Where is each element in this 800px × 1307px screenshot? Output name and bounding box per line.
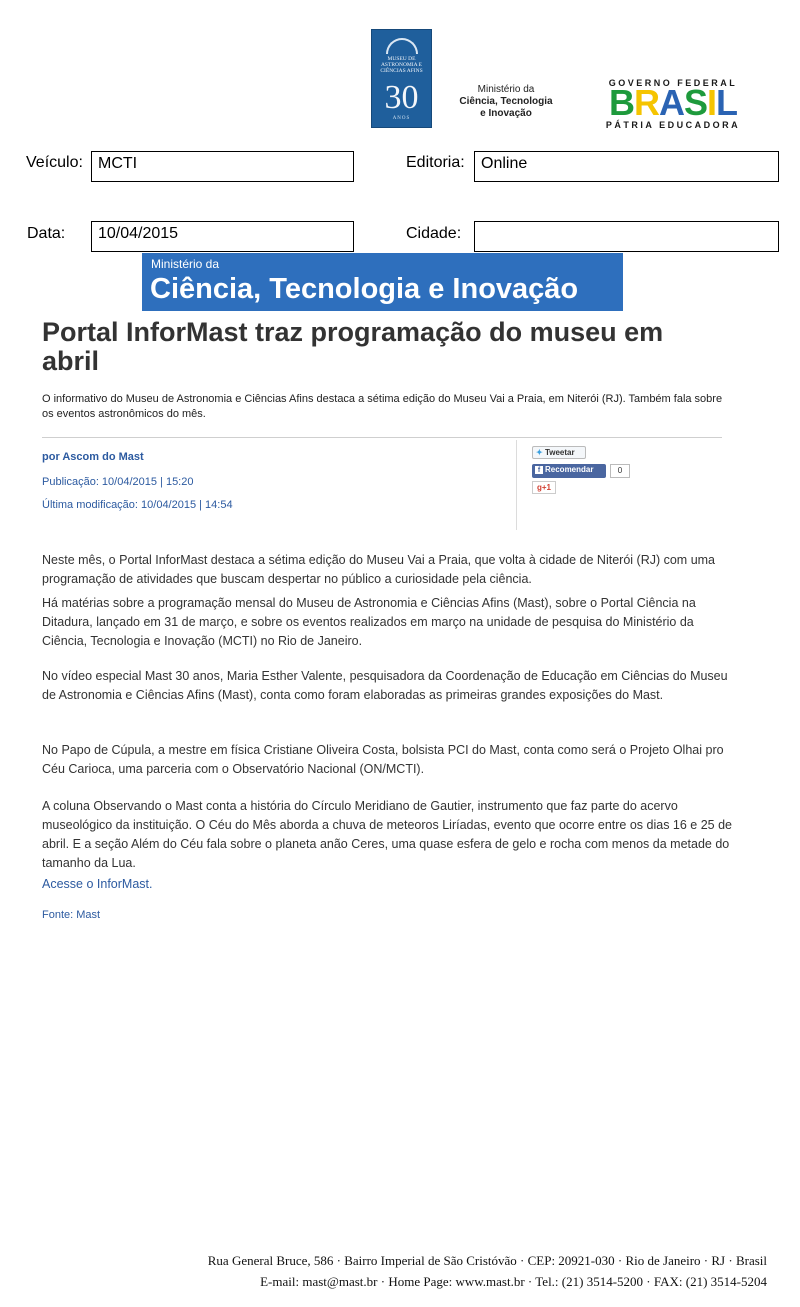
google-plus-icon: g [536, 483, 542, 492]
article-source: Fonte: Mast [42, 909, 101, 921]
ministry-banner [142, 253, 623, 311]
article-byline[interactable]: por Ascom do Mast [42, 451, 144, 463]
editoria-label: Editoria: [406, 154, 465, 171]
gov-logo-brand-letter: B [608, 82, 634, 123]
gov-logo-brand-letter: L [716, 82, 738, 123]
facebook-recommend-button[interactable] [532, 464, 606, 478]
article-paragraph: Há matérias sobre a programação mensal do Museu de Astronomia e Ciências Afins (Mast), sobre o Portal Ciência na Ditadura, lançado em 31 de março, e sobre os eventos realizados em março na unidade de pesquisa do Ministério da Ciência, Tecnologia e Inovação (MCTI) no Rio de Janeiro. [42, 596, 696, 648]
tweet-button[interactable] [532, 446, 586, 459]
gov-logo-brand-letter: R [633, 82, 659, 123]
banner-small-text: Ministério da [151, 257, 220, 271]
ministry-line-3: e Inovação [480, 108, 532, 119]
divider [42, 437, 722, 438]
ministry-logo-text [446, 84, 566, 120]
article-published-date: Publicação: 10/04/2015 | 15:20 [42, 476, 194, 488]
facebook-icon: f [535, 466, 543, 474]
data-label: Data: [27, 225, 66, 242]
gov-logo-bottom: PÁTRIA EDUCADORA [605, 120, 741, 130]
observatory-dome-icon [386, 38, 418, 54]
gov-logo-brand-letter: A [658, 82, 684, 123]
editoria-field[interactable]: Online [474, 151, 779, 182]
veiculo-label: Veículo: [26, 154, 83, 171]
divider-vertical [516, 440, 517, 530]
google-plus-button[interactable] [532, 481, 556, 494]
google-plus-label: +1 [541, 483, 551, 492]
cidade-label: Cidade: [406, 225, 462, 242]
recommend-count: 0 [610, 464, 630, 478]
gov-logo-top: GOVERNO FEDERAL [608, 78, 738, 88]
footer-address: Rua General Bruce, 586 · Bairro Imperial de São Cristóvão · CEP: 20921-030 · Rio de Janeiro · RJ · Brasil [207, 1253, 767, 1268]
mast-logo-name: MUSEU DE ASTRONOMIA E CIÊNCIAS AFINS [380, 56, 423, 74]
banner-big-text: Ciência, Tecnologia e Inovação [150, 273, 579, 305]
informast-link[interactable]: Acesse o InforMast. [42, 877, 153, 891]
mast-logo-number: 30 [384, 79, 419, 116]
veiculo-field[interactable]: MCTI [91, 151, 354, 182]
recommend-label: Recomendar [545, 465, 594, 474]
article-lead: O informativo do Museu de Astronomia e Ciências Afins destaca a sétima edição do Museu Vai a Praia, em Niterói (RJ). Também fala sobre os eventos astronômicos do mês. [42, 393, 723, 420]
twitter-bird-icon: ✦ [536, 448, 543, 457]
ministry-line-2: Ciência, Tecnologia [459, 96, 553, 107]
footer-contact: E-mail: mast@mast.br · Home Page: www.mast.br · Tel.: (21) 3514-5200 · FAX: (21) 3514-5204 [260, 1274, 767, 1289]
article-paragraph: No vídeo especial Mast 30 anos, Maria Esther Valente, pesquisadora da Coordenação de Educação em Ciências do Museu de Astronomia e Ciências Afins (Mast), conta como foram elaboradas as primeiras grandes exposições do Mast. [42, 669, 728, 702]
article-paragraph: Neste mês, o Portal InforMast destaca a sétima edição do Museu Vai a Praia, que volta à cidade de Niterói (RJ) com uma programação de atividades que buscam despertar no público a curiosidade pela ciência. [42, 553, 716, 586]
gov-logo-brand-letter: I [707, 82, 717, 123]
data-field[interactable]: 10/04/2015 [91, 221, 354, 252]
article-paragraph: A coluna Observando o Mast conta a história do Círculo Meridiano de Gautier, instrumento que faz parte do acervo museológico da instituição. O Céu do Mês aborda a chuva de meteoros Liríadas, evento que ocorre entre os dias 16 e 25 de abril. E a seção Além do Céu fala sobre o planeta anão Ceres, uma quase esfera de gelo e rocha com menos da metade do tamanho da Lua. [42, 799, 733, 870]
governo-federal-logo [588, 78, 758, 133]
ministry-line-1: Ministério da [477, 84, 535, 95]
gov-logo-brand-letter: S [683, 82, 707, 123]
cidade-field[interactable] [474, 221, 779, 252]
article-modified-date: Última modificação: 10/04/2015 | 14:54 [42, 499, 233, 511]
article-title: Portal InforMast traz programação do museu em abril [42, 317, 664, 376]
article-paragraph: No Papo de Cúpula, a mestre em física Cristiane Oliveira Costa, bolsista PCI do Mast, conta como será o Projeto Olhai pro Céu Carioca, uma parceria com o Observatório Nacional (ON/MCTI). [42, 743, 724, 776]
mast-logo-sub: ANOS [392, 116, 411, 121]
mast-30-anos-logo [371, 29, 432, 128]
tweet-button-label: Tweetar [544, 448, 575, 457]
